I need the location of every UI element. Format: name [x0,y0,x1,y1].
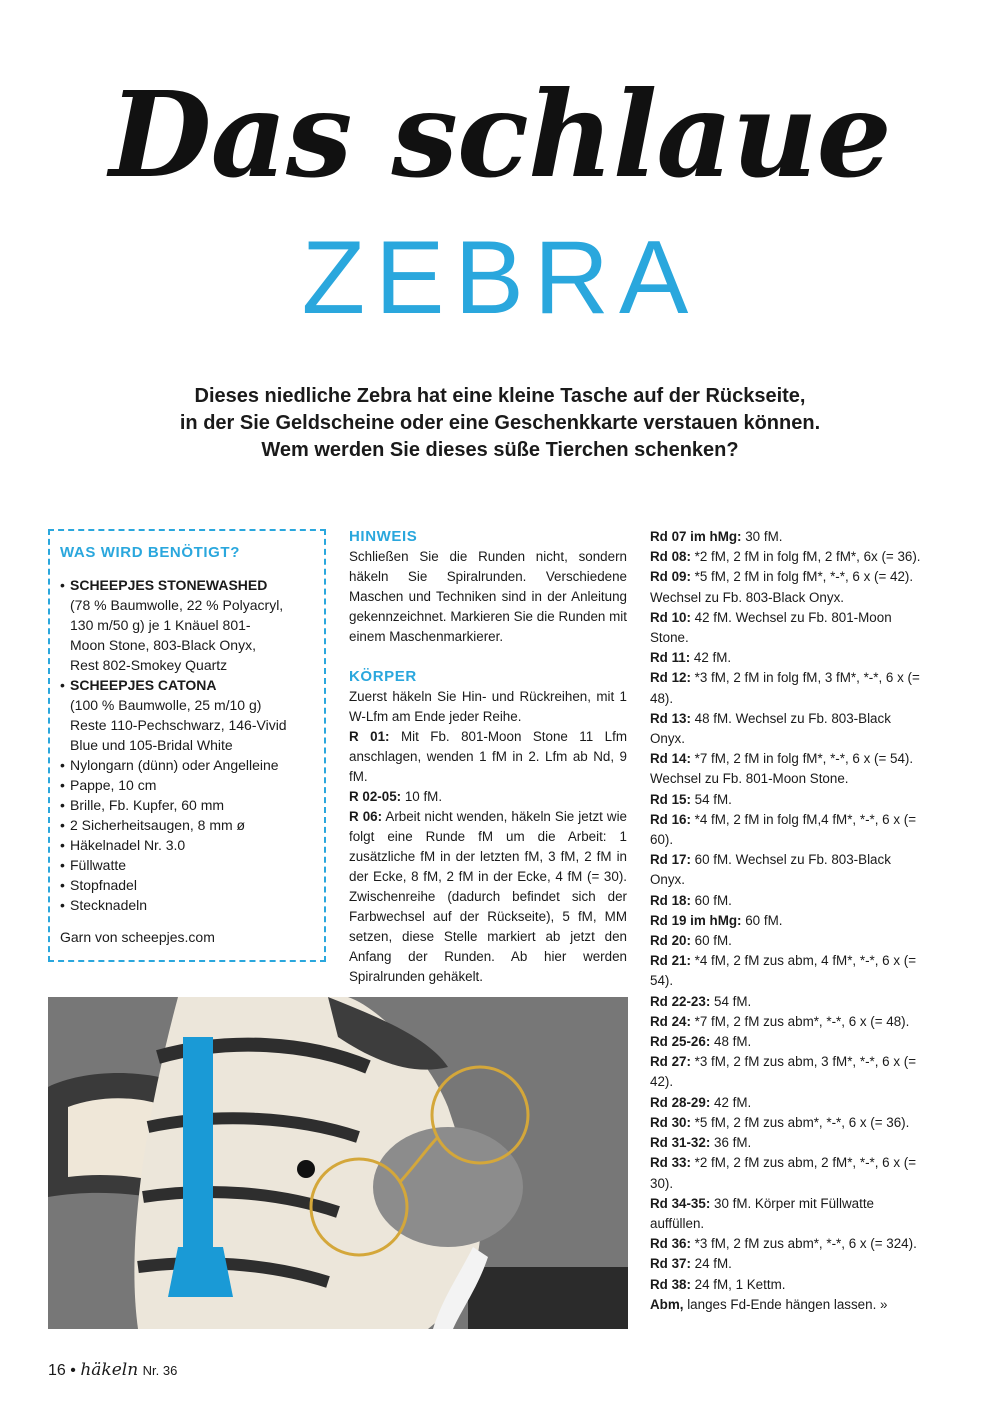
round-row [650,850,928,890]
list-item: • Pappe, 10 cm [60,775,314,795]
round-text: *7 fM, 2 fM zus abm*, *-*, 6 x (= 48). [690,1013,910,1029]
round-label: Rd 25-26: [650,1034,711,1050]
round-row [650,951,928,991]
page-footer [48,1358,177,1382]
round-text: *2 fM, 2 fM zus abm, 2 fM*, *-*, 6 x (= 30). [650,1155,917,1191]
row-label: R 02-05: [349,789,402,804]
dark-shadow [468,1267,628,1329]
pattern-row [349,727,627,787]
list-item: • Füllwatte [60,855,314,875]
round-text: *3 fM, 2 fM zus abm*, *-*, 6 x (= 324). [690,1236,917,1252]
round-label: Rd 17: [650,852,691,868]
round-row [650,1153,928,1193]
round-text: 30 fM. Körper mit Füllwatte auffüllen. [650,1195,874,1231]
round-text: 48 fM. [710,1034,752,1050]
koerper-intro: Zuerst häkeln Sie Hin- und Rückreihen, mit 1 W-Lfm am Ende jeder Reihe. [349,689,627,724]
round-row [650,790,928,810]
round-row [650,1093,928,1113]
row-label: R 01: [349,729,390,744]
issue-number: Nr. 36 [142,1363,178,1378]
round-text: *3 fM, 2 fM in folg fM, 3 fM*, *-*, 6 x (= 48). [650,670,920,706]
round-label: Rd 38: [650,1276,691,1292]
magazine-name: häkeln [80,1360,139,1380]
round-row [650,527,928,547]
material-detail: (78 % Baumwolle, 22 % Polyacryl, [70,597,284,613]
round-label: Rd 18: [650,892,691,908]
rounds-column [650,527,928,1315]
yarn-source-note: Garn von scheepjes.com [60,929,215,945]
hinweis-heading: HINWEIS [349,528,418,545]
round-text: 24 fM, 1 Kettm. [690,1276,786,1292]
round-text: 42 fM. Wechsel zu Fb. 801-Moon Stone. [650,609,892,646]
round-text: 60 fM. [741,912,783,928]
round-label: Rd 07 im hMg: [650,529,742,544]
round-label: Rd 09: [650,569,691,585]
round-row [650,1012,928,1032]
round-row [650,891,928,911]
koerper-heading: KÖRPER [349,668,417,685]
round-label: Rd 08: [650,549,691,565]
round-text: *2 fM, 2 fM in folg fM, 2 fM*, 6x (= 36). [690,549,921,565]
round-label: Rd 22-23: [650,993,711,1009]
round-row [650,749,928,789]
round-label: Rd 30: [650,1114,691,1130]
material-detail: Rest 802-Smokey Quartz [70,657,228,673]
round-text: langes Fd-Ende hängen lassen. » [683,1296,888,1312]
round-label: Rd 24: [650,1013,691,1029]
materials-box [48,529,326,962]
round-row [650,1113,928,1133]
intro-line: Wem werden Sie dieses süße Tierchen schenken? [261,439,739,461]
round-label: Rd 14: [650,751,691,767]
round-label: Rd 13: [650,710,691,726]
round-row [650,567,928,607]
round-label: Abm, [650,1296,684,1312]
round-label: Rd 31-32: [650,1135,711,1151]
round-label: Rd 27: [650,1054,691,1070]
eye-icon [297,1160,315,1178]
round-label: Rd 20: [650,933,691,949]
round-label: Rd 19 im hMg: [650,912,742,928]
round-row [650,931,928,951]
title-script: Das schlaue [109,65,891,204]
round-text: 54 fM. [710,993,752,1009]
round-text: *5 fM, 2 fM zus abm*, *-*, 6 x (= 36). [690,1114,910,1130]
list-item: • 2 Sicherheitsaugen, 8 mm ø [60,815,314,835]
round-row [650,1052,928,1092]
row-text: 10 fM. [401,789,443,804]
list-item: • Brille, Fb. Kupfer, 60 mm [60,795,314,815]
round-label: Rd 15: [650,791,691,807]
round-row [650,1032,928,1052]
round-row [650,608,928,648]
tassel-end [168,1247,233,1297]
material-title: • SCHEEPJES STONEWASHED [70,577,268,593]
round-row [650,648,928,668]
round-row [650,1254,928,1274]
material-detail: Moon Stone, 803-Black Onyx, [70,637,256,653]
round-label: Rd 33: [650,1155,691,1171]
row-label: R 06: [349,809,383,824]
round-label: Rd 16: [650,811,691,827]
list-item [60,575,314,675]
round-text: *4 fM, 2 fM in folg fM,4 fM*, *-*, 6 x (= 60). [650,811,917,848]
list-item: • Nylongarn (dünn) oder Angelleine [60,755,314,775]
round-text: 60 fM. [690,933,732,949]
zebra-snout [373,1127,523,1247]
round-label: Rd 36: [650,1236,691,1252]
zebra-illustration [48,997,628,1329]
round-row [650,668,928,708]
round-label: Rd 10: [650,609,691,625]
round-text: 30 fM. [741,529,783,544]
round-row [650,911,928,931]
round-label: Rd 37: [650,1256,691,1272]
round-row [650,547,928,567]
tassel [183,1037,213,1267]
materials-list [60,575,314,915]
materials-heading: WAS WIRD BENÖTIGT? [60,544,240,561]
round-label: Rd 21: [650,953,691,969]
row-text: Mit Fb. 801-Moon Stone 11 Lfm anschlagen, wenden 1 fM in 2. Lfm ab Nd, 9 fM. [349,729,627,784]
round-row [650,1275,928,1295]
list-item: • Stecknadeln [60,895,314,915]
round-text: 42 fM. [690,650,732,666]
material-detail: Blue und 105-Bridal White [70,737,233,753]
intro-line: in der Sie Geldscheine oder eine Geschenkkarte verstauen können. [179,412,821,434]
round-row [650,1133,928,1153]
round-text: *3 fM, 2 fM zus abm, 3 fM*, *-*, 6 x (= 42). [650,1054,917,1090]
round-text: 54 fM. [690,791,732,807]
list-item: • Stopfnadel [60,875,314,895]
round-label: Rd 34-35: [650,1195,711,1211]
round-text: 24 fM. [690,1256,732,1272]
row-text: Arbeit nicht wenden, häkeln Sie jetzt wie folgt eine Runde fM um die Arbeit: 1 zusätzliche fM in der letzten fM, 3 fM, 2 fM in der Ecke, 8 fM, 2 fM in der Ecke, 4 fM (= 30). Zwischenreihe (dadurch befindet sich der Farbwechsel auf der Rückseite), 5 fM, MM setzen, diese Stelle markiert ab jetzt den Anfang der Runden. Ab hier werden Spiralrunden gehäkelt. [349,809,627,984]
round-text: 48 fM. Wechsel zu Fb. 803-Black Onyx. [650,710,891,747]
material-detail: (100 % Baumwolle, 25 m/10 g) [70,697,262,713]
footer-bullet: • [70,1362,76,1379]
pattern-row [349,787,627,807]
material-title: • SCHEEPJES CATONA [70,677,217,693]
round-label: Rd 12: [650,670,691,686]
round-text: 42 fM. [710,1094,752,1110]
round-text: 60 fM. Wechsel zu Fb. 803-Black Onyx. [650,852,891,888]
round-row [650,1194,928,1234]
round-row [650,709,928,749]
page-title: ZEBRA [301,220,699,336]
round-text: 36 fM. [710,1135,752,1151]
material-detail: Reste 110-Pechschwarz, 146-Vivid [70,717,287,733]
round-text: *7 fM, 2 fM in folg fM*, *-*, 6 x (= 54). Wechsel zu Fb. 801-Moon Stone. [650,751,914,787]
list-item: • Häkelnadel Nr. 3.0 [60,835,314,855]
page-number: 16 [48,1362,66,1379]
round-row [650,810,928,850]
round-row [650,1234,928,1254]
round-text: *5 fM, 2 fM in folg fM*, *-*, 6 x (= 42). Wechsel zu Fb. 803-Black Onyx. [650,569,914,605]
hinweis-text: Schließen Sie die Runden nicht, sondern häkeln Sie Spiralrunden. Verschiedene Maschen und Techniken sind in der Anleitung gekennzeichnet. Markieren Sie die Runden mit einem Maschenmarkierer. [349,549,627,644]
pattern-row [349,807,627,987]
intro-line: Dieses niedliche Zebra hat eine kleine Tasche auf der Rückseite, [194,385,806,407]
list-item [60,675,314,755]
round-label: Rd 28-29: [650,1094,711,1110]
round-row [650,992,928,1012]
material-detail: 130 m/50 g) je 1 Knäuel 801- [70,617,251,633]
round-text: *4 fM, 2 fM zus abm, 4 fM*, *-*, 6 x (= 54). [650,953,917,989]
round-text: 60 fM. [690,892,732,908]
round-row [650,1295,928,1315]
zebra-photo [48,997,628,1329]
round-label: Rd 11: [650,650,691,666]
instructions-column [349,527,627,987]
intro-text [100,383,900,464]
